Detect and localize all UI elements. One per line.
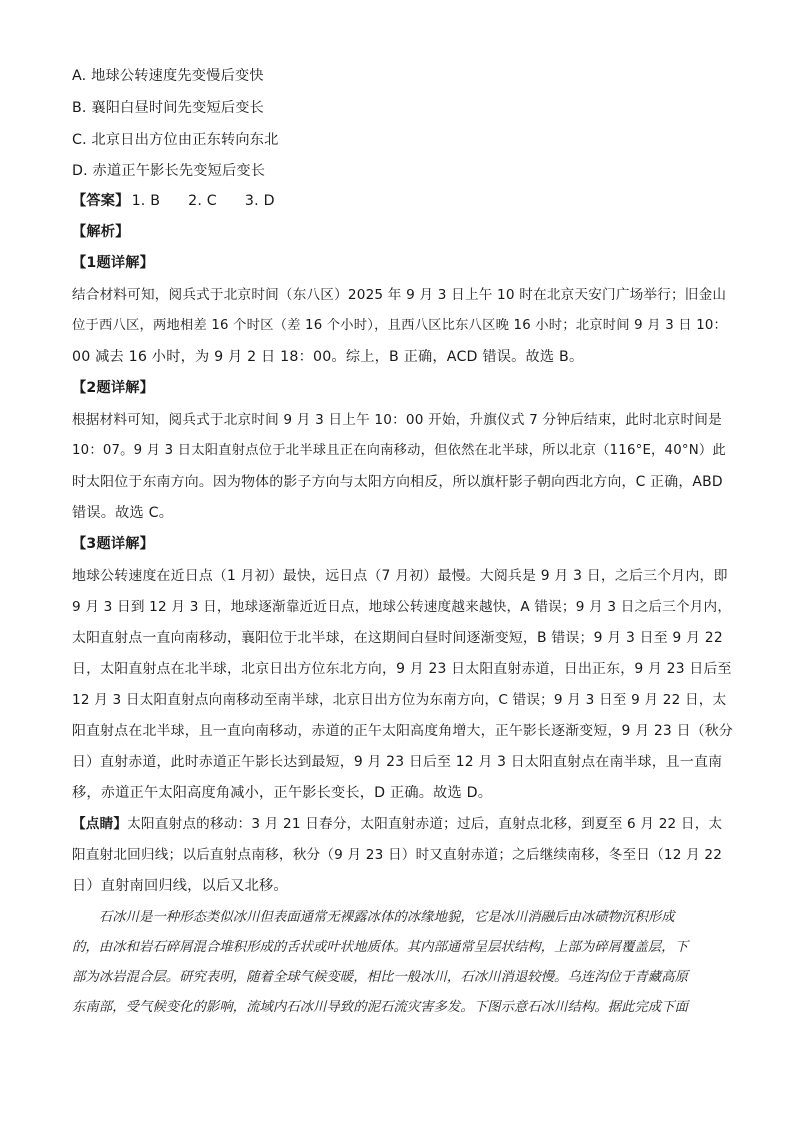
q1-line: 结合材料可知，阅兵式于北京时间（东八区）2025 年 9 月 3 日上午 10 时在北京天安门广场举行；旧金山 bbox=[72, 287, 727, 303]
answer-1: 1. B bbox=[131, 193, 161, 209]
q2-line: 根据材料可知，阅兵式于北京时间 9 月 3 日上午 10：00 开始，升旗仪式 7 分钟后结束，此时北京时间是 bbox=[72, 412, 722, 428]
q3-line: 地球公转速度在近日点（1 月初）最快，远日点（7 月初）最慢。大阅兵是 9 月 3 日，之后三个月内，即 bbox=[72, 568, 728, 584]
q2-line: 10：07。9 月 3 日太阳直射点位于北半球且正在向南移动，但依然在北半球，所以北京（116°E，40°N）此 bbox=[72, 443, 726, 458]
option-a: A. 地球公转速度先变慢后变快 bbox=[72, 68, 264, 84]
answer-line bbox=[72, 191, 732, 211]
answer-2: 2. C bbox=[188, 193, 217, 209]
q3-line: 9 月 3 日到 12 月 3 日，地球逐渐靠近近日点，地球公转速度越来越快，A 错误；9 月 3 日之后三个月内， bbox=[72, 599, 732, 615]
q1-line: 00 减去 16 小时，为 9 月 2 日 18：00。综上，B 正确，ACD 错误。故选 B。 bbox=[72, 349, 584, 365]
option-d: D. 赤道正午影长先变短后变长 bbox=[72, 163, 266, 179]
q2-line: 错误。故选 C。 bbox=[72, 505, 174, 521]
tip-line bbox=[72, 814, 732, 834]
q3-line: 日，太阳直射点在北半球，北京日出方位东北方向，9 月 23 日太阳直射赤道，日出正东，9 月 23 日后至 bbox=[72, 661, 732, 677]
q3-title: 【3题详解】 bbox=[72, 536, 155, 552]
passage-line: 部为冰岩混合层。研究表明，随着全球气候变暖，相比一般冰川，石冰川消退较慢。乌连沟位于青藏高原 bbox=[72, 970, 688, 985]
q2-title: 【2题详解】 bbox=[72, 380, 155, 396]
q2-line: 时太阳位于东南方向。因为物体的影子方向与太阳方向相反，所以旗杆影子朝向西北方向，C 正确，ABD bbox=[72, 474, 723, 490]
q3-line: 阳直射点在北半球，且一直向南移动，赤道的正午太阳高度角增大，正午影长逐渐变短，9 月 23 日（秋分 bbox=[72, 723, 733, 739]
answer-3: 3. D bbox=[244, 193, 275, 209]
passage-line: 石冰川是一种形态类似冰川但表面通常无裸露冰体的冰缘地貌，它是冰川消融后由冰碛物沉积形成 bbox=[72, 910, 675, 925]
q1-title: 【1题详解】 bbox=[72, 255, 155, 271]
tip-line: 日）直射南回归线，以后又北移。 bbox=[72, 878, 288, 894]
analysis-tag: 【解析】 bbox=[72, 224, 130, 240]
tip-line: 阳直射北回归线；以后直射点南移，秋分（9 月 23 日）时又直射赤道；之后继续南移，冬至日（12 月 22 bbox=[72, 847, 723, 863]
passage-line: 的，由冰和岩石碎屑混合堆积形成的舌状或叶状地质体。其内部通常呈层状结构，上部为碎屑覆盖层，下 bbox=[72, 940, 688, 955]
q3-line: 太阳直射点一直向南移动，襄阳位于北半球，在这期间白昼时间逐渐变短，B 错误；9 月 3 日至 9 月 22 bbox=[72, 630, 723, 646]
q3-line: 移，赤道正午太阳高度角减小，正午影长变长，D 正确。故选 D。 bbox=[72, 785, 493, 801]
q3-line: 日）直射赤道，此时赤道正午影长达到最短，9 月 23 日后至 12 月 3 日太阳直射点在南半球，且一直南 bbox=[72, 754, 723, 770]
option-c: C. 北京日出方位由正东转向东北 bbox=[72, 132, 279, 148]
q1-line: 位于西八区，两地相差 16 个时区（差 16 个小时），且西八区比东八区晚 16 小时；北京时间 9 月 3 日 10： bbox=[72, 318, 728, 333]
passage-line: 东南部，受气候变化的影响，流域内石冰川导致的泥石流灾害多发。下图示意石冰川结构。据此完成下面 bbox=[72, 1000, 688, 1015]
q3-line: 12 月 3 日太阳直射点向南移动至南半球，北京日出方位为东南方向，C 错误；9 月 3 日至 9 月 22 日，太 bbox=[72, 692, 727, 708]
answer-tag: 【答案】 bbox=[72, 193, 130, 209]
tip-text: 太阳直射点的移动：3 月 21 日春分，太阳直射赤道；过后，直射点北移，到夏至 6 月 22 日，太 bbox=[127, 816, 723, 832]
tip-tag: 【点睛】 bbox=[72, 816, 128, 832]
option-b: B. 襄阳白昼时间先变短后变长 bbox=[72, 100, 265, 116]
